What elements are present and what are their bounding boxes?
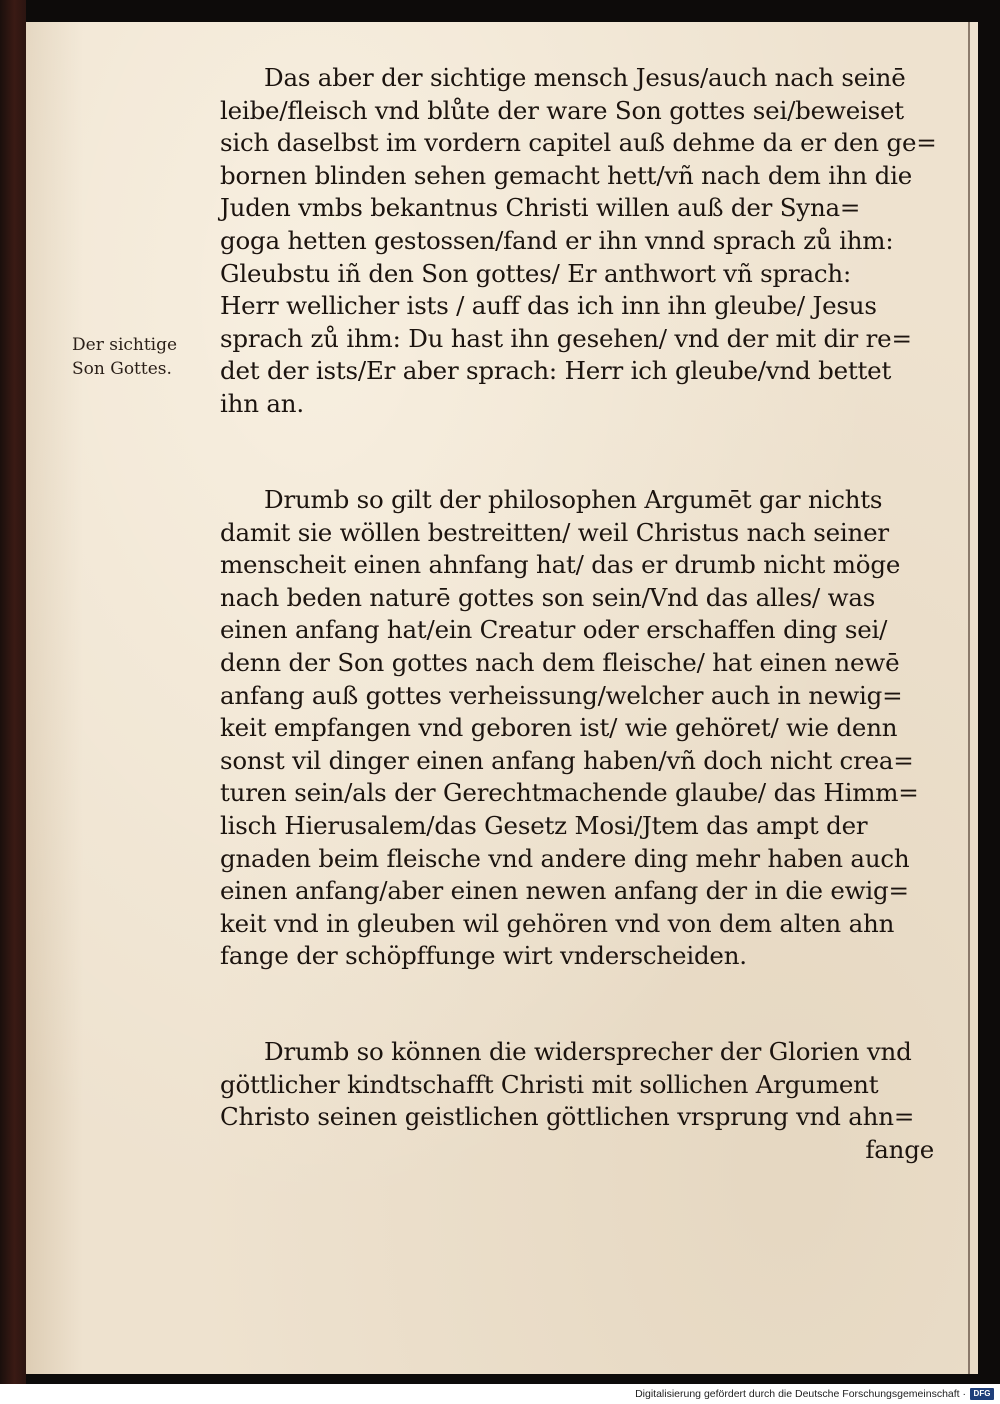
binding-shadow (0, 0, 26, 1384)
text-line: nach beden naturē gottes son sein/Vnd das alles/ was (220, 582, 876, 612)
page-edge-line (968, 22, 970, 1374)
text-line: Herr wellicher ists / auff das ich inn ihn gleube/ Jesus (220, 291, 877, 321)
text-line: damit sie wöllen bestreitten/ weil Christus nach seiner (220, 517, 889, 547)
text-line: leibe/fleisch vnd blůte der ware Son gottes sei/beweiset (220, 95, 904, 125)
text-line: keit vnd in gleuben wil gehören vnd von dem alten ahn (220, 908, 895, 938)
text-line: sich daselbst im vordern capitel auß dehme da er den ge= (220, 128, 937, 158)
text-line: Das aber der sichtige mensch Jesus/auch nach seinē (264, 63, 906, 92)
paragraph-3 (220, 1036, 938, 1166)
text-line: Christo seinen geistlichen göttlichen vrsprung vnd ahn= (220, 1102, 915, 1132)
text-line: lisch Hierusalem/das Gesetz Mosi/Jtem das ampt der (220, 810, 868, 840)
paragraph-1 (220, 62, 938, 421)
text-line: keit empfangen vnd geboren ist/ wie gehöret/ wie denn (220, 713, 898, 743)
paragraph-2 (220, 484, 938, 973)
text-line: sprach zů ihm: Du hast ihn gesehen/ vnd der mit dir re= (220, 323, 912, 353)
text-line: menscheit einen ahnfang hat/ das er drumb nicht möge (220, 550, 901, 580)
text-line: ihn an. (220, 388, 304, 418)
text-line: det der ists/Er aber sprach: Herr ich gleube/vnd bettet (220, 356, 892, 386)
text-line: sonst vil dinger einen anfang haben/vñ doch nicht crea= (220, 745, 914, 775)
marginal-note-line: Der sichtige (72, 335, 178, 355)
text-line: Drumb so gilt der philosophen Argumēt gar nichts (264, 485, 883, 514)
text-line: fange der schöpffunge wirt vnderscheiden. (220, 941, 747, 971)
text-line: goga hetten gestossen/fand er ihn vnnd sprach zů ihm: (220, 225, 894, 255)
text-line: einen anfang hat/ein Creatur oder erschaffen ding sei/ (220, 615, 888, 645)
marginal-note (72, 333, 220, 381)
text-line: einen anfang/aber einen newen anfang der in die ewig= (220, 876, 909, 906)
text-line: Drumb so können die widersprecher der Glorien vnd (264, 1037, 912, 1066)
catchword: fange (865, 1134, 934, 1164)
text-line: göttlicher kindtschafft Christi mit sollichen Argument (220, 1069, 879, 1099)
text-line: Juden vmbs bekantnus Christi willen auß der Syna= (220, 193, 861, 223)
text-line: bornen blinden sehen gemacht hett/vñ nach dem ihn die (220, 160, 913, 190)
text-line: anfang auß gottes verheissung/welcher auch in newig= (220, 680, 903, 710)
funding-credit: Digitalisierung gefördert durch die Deutsche Forschungsgemeinschaft · (635, 1388, 966, 1400)
text-line: Gleubstu iñ den Son gottes/ Er anthwort vñ sprach: (220, 258, 852, 288)
digitization-footer (0, 1384, 1000, 1404)
text-line: gnaden beim fleische vnd andere ding mehr haben auch (220, 843, 910, 873)
marginal-note-line: Son Gottes. (72, 359, 172, 379)
dfg-logo: DFG (970, 1388, 994, 1400)
text-line: denn der Son gottes nach dem fleische/ hat einen newē (220, 647, 900, 677)
text-line: turen sein/als der Gerechtmachende glaube/ das Himm= (220, 778, 919, 808)
